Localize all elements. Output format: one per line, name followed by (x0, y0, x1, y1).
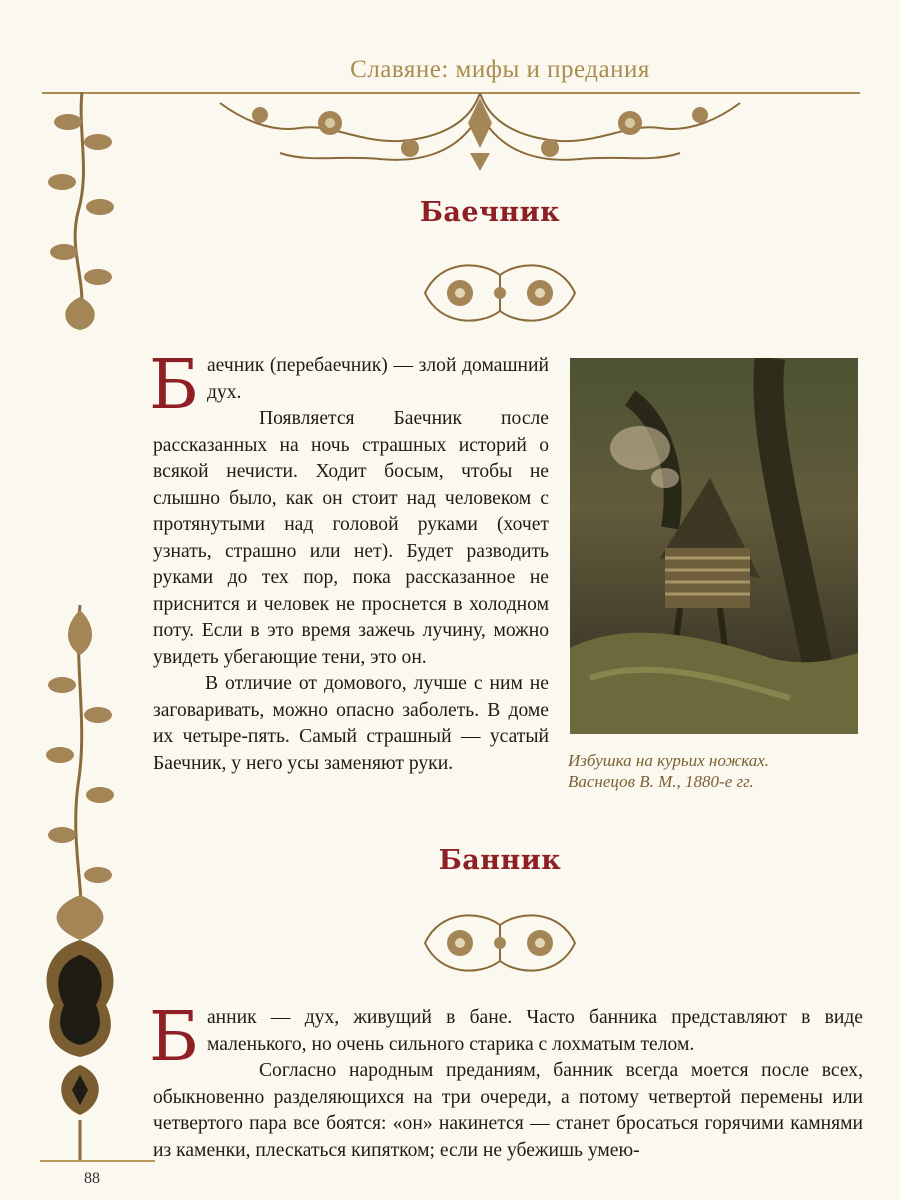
dropcap-1: Б (149, 346, 199, 425)
caption-line-2: Васнецов В. М., 1880-е гг. (568, 772, 754, 791)
section-title-baechnik: Баечник (419, 197, 561, 228)
page-number: 88 (84, 1170, 100, 1187)
caption-line-1: Избушка на курьих ножках. (568, 751, 770, 770)
paragraph: анник — дух, живущий в бане. Часто банника представляют в виде маленького, но очень сильного старика с лохматым телом. (206, 1007, 863, 1055)
figure-caption (568, 750, 868, 792)
left-floral-border-top-icon (38, 92, 124, 330)
section2-body (149, 998, 863, 1164)
bottom-corner-rule (40, 1160, 155, 1162)
section1-body (149, 346, 549, 777)
top-ornament-frieze-icon (180, 93, 780, 175)
left-floral-border-bottom-icon (34, 605, 126, 1160)
paragraph: Согласно народным преданиям, банник всегда моется после всех, обыкновенно разделяющихся на три очереди, а потому четвертой перемены или четвертого пара все боятся: «он» накинется — станет бросаться горячими камнями из каменки, плескаться кипятком; если не убежишь умею- (153, 1060, 863, 1161)
paragraph: Появляется Баечник после рассказанных на ночь страшных историй о всякой нечисти. Ходит босым, чтобы не слышно было, как он стоит над человеком с протянутыми над головой руками (хочет узнать, страшно или нет). Будет разводить руками до тех пор, пока рассказанное не приснится и человек не проснется в холодном поту. Если в это время зажечь лучину, можно увидеть убегающие тени, это он. (153, 408, 549, 668)
dropcap-2: Б (149, 998, 199, 1077)
running-title: Славяне: мифы и предания (350, 56, 650, 83)
section-title-bannik: Банник (438, 845, 562, 876)
painting-izbushka (570, 358, 858, 734)
title-ornament-bannik-icon (420, 905, 580, 981)
paragraph: В отличие от домового, лучше с ним не заговаривать, можно опасно заболеть. В доме их четыре-пять. Самый страшный — усатый Баечник, у него усы заменяют руки. (153, 673, 549, 774)
painting-illustration-icon (570, 358, 858, 734)
paragraph: аечник (перебаечник) — злой домашний дух. (206, 355, 549, 403)
title-ornament-baechnik-icon (420, 255, 580, 331)
